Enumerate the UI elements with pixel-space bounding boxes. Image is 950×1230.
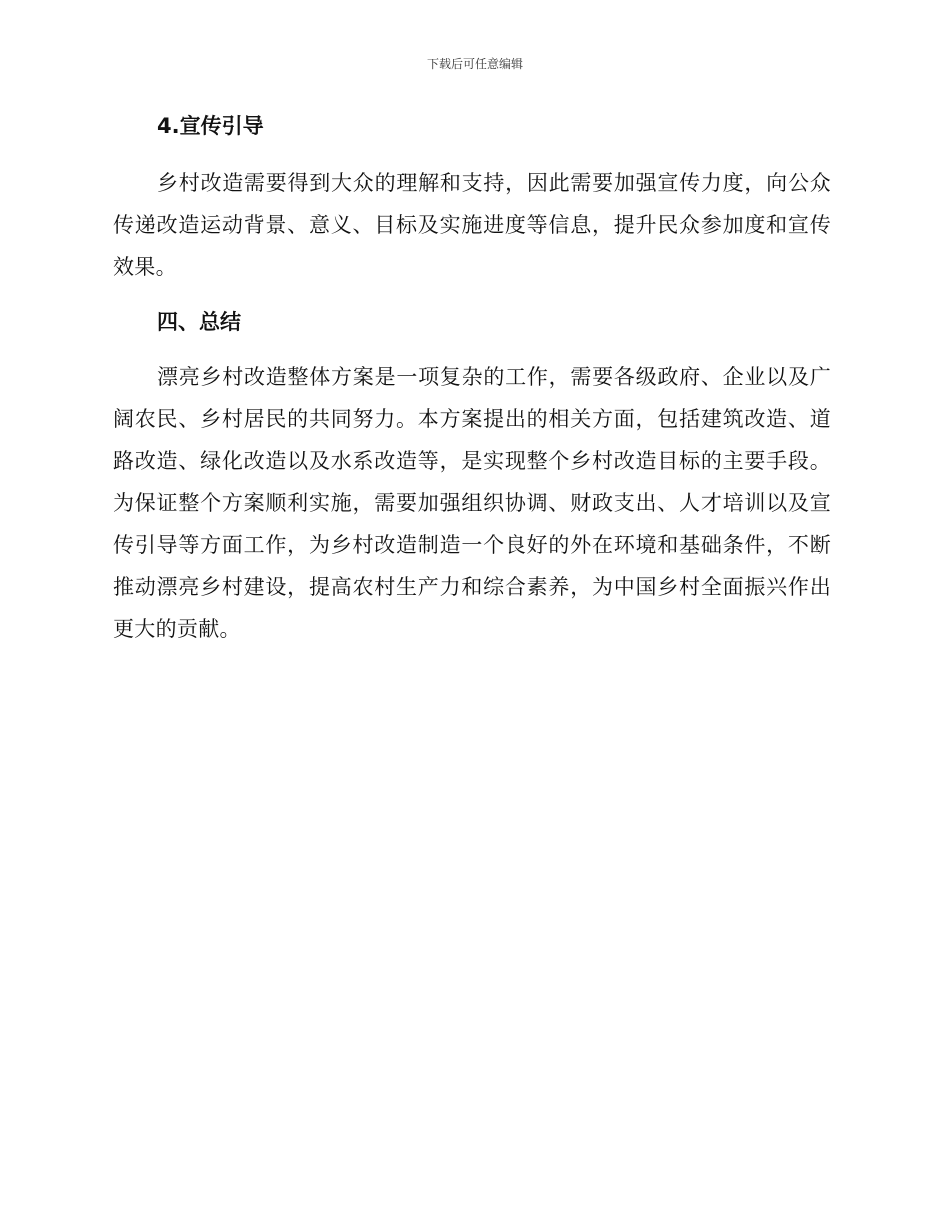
section-paragraph-publicity: 乡村改造需要得到大众的理解和支持，因此需要加强宣传力度，向公众传递改造运动背景、意义、目标及实施进度等信息，提升民众参加度和宣传效果。 [113, 171, 831, 279]
page-header: 下载后可任意编辑 [426, 57, 523, 71]
section-heading-summary: 四、总结 [157, 310, 241, 334]
section-paragraph-summary: 漂亮乡村改造整体方案是一项复杂的工作，需要各级政府、企业以及广阔农民、乡村居民的共同努力。本方案提出的相关方面，包括建筑改造、道路改造、绿化改造以及水系改造等，是实现整个乡村改造目标的主要手段。为保证整个方案顺利实施，需要加强组织协调、财政支出、人才培训以及宣传引导等方面工作，为乡村改造制造一个良好的外在环境和基础条件，不断推动漂亮乡村建设，提高农村生产力和综合素养，为中国乡村全面振兴作出更大的贡献。 [113, 365, 831, 641]
document-body [113, 110, 831, 650]
section-heading-publicity: 4.宣传引导 [157, 114, 264, 138]
